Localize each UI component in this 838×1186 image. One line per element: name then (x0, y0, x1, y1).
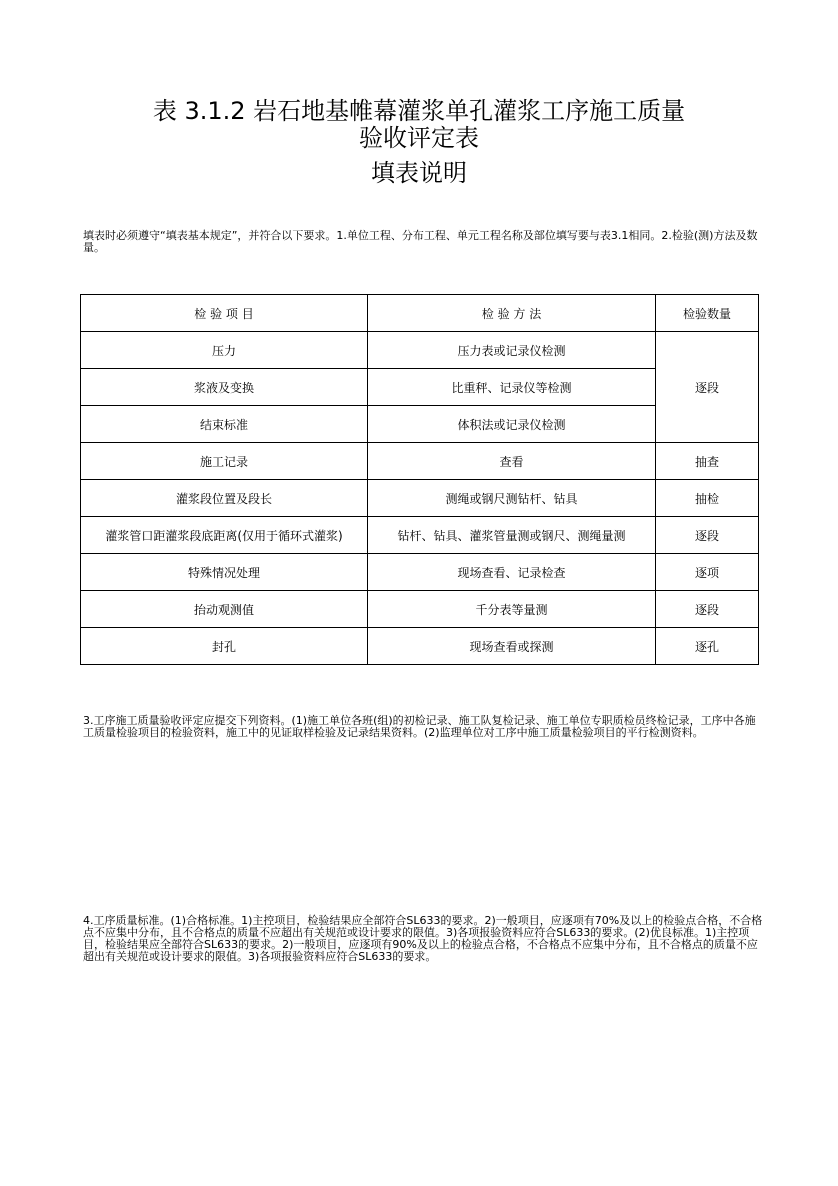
submission-requirements-paragraph: 3.工序施工质量验收评定应提交下列资料。(1)施工单位各班(组)的初检记录、施工队复检记录、施工单位专职质检员终检记录，工序中各施工质量检验项目的检验资料，施工中的见证取样检验及记录结果资料。(2)监理单位对工序中施工质量检验项目的平行检测资料。 (83, 714, 756, 739)
cell-method: 测绳或钢尺测钻杆、钻具 (368, 480, 656, 517)
cell-method: 比重秤、记录仪等检测 (368, 369, 656, 406)
cell-method: 体积法或记录仪检测 (368, 406, 656, 443)
cell-item: 结束标准 (81, 406, 368, 443)
intro-paragraph: 填表时必须遵守“填表基本规定”，并符合以下要求。1.单位工程、分布工程、单元工程名称及部位填写要与表3.1相同。2.检验(测)方法及数量。 (83, 229, 758, 254)
cell-method: 现场查看或探测 (368, 628, 656, 665)
table-row (81, 554, 759, 591)
cell-quantity: 逐段 (656, 517, 759, 554)
table-row (81, 517, 759, 554)
table-row (81, 480, 759, 517)
cell-item: 特殊情况处理 (81, 554, 368, 591)
cell-quantity: 逐孔 (656, 628, 759, 665)
cell-quantity: 抽检 (656, 480, 759, 517)
table-row (81, 332, 759, 369)
cell-method: 现场查看、记录检查 (368, 554, 656, 591)
cell-item: 灌浆管口距灌浆段底距离(仅用于循环式灌浆) (81, 517, 368, 554)
header-item: 检 验 项 目 (81, 295, 368, 332)
cell-quantity: 抽查 (656, 443, 759, 480)
cell-item: 封孔 (81, 628, 368, 665)
instructions-heading: 填表说明 (371, 159, 467, 187)
cell-item: 浆液及变换 (81, 369, 368, 406)
inspection-table (80, 294, 759, 665)
table-title-line2: 验收评定表 (359, 124, 479, 152)
cell-item: 压力 (81, 332, 368, 369)
cell-method: 钻杆、钻具、灌浆管量测或钢尺、测绳量测 (368, 517, 656, 554)
cell-method: 压力表或记录仪检测 (368, 332, 656, 369)
cell-quantity: 逐项 (656, 554, 759, 591)
table-row (81, 591, 759, 628)
header-method: 检 验 方 法 (368, 295, 656, 332)
quality-standard-paragraph: 4.工序质量标准。(1)合格标准。1)主控项目，检验结果应全部符合SL633的要求。2)一般项目，应逐项有70%及以上的检验点合格，不合格点不应集中分布，且不合格点的质量不应超出有关规范或设计要求的限值。3)各项报验资料应符合SL633的要求。(2)优良标准。1)主控项目，检验结果应全部符合SL633的要求。2)一般项目，应逐项有90%及以上的检验点合格，不合格点不应集中分布，且不合格点的质量不应超出有关规范或设计要求的限值。3)各项报验资料应符合SL633的要求。 (83, 914, 763, 963)
table-header-row (81, 295, 759, 332)
cell-item: 灌浆段位置及段长 (81, 480, 368, 517)
cell-method: 查看 (368, 443, 656, 480)
table-row (81, 628, 759, 665)
cell-item: 抬动观测值 (81, 591, 368, 628)
table-title: 表 3.1.2 岩石地基帷幕灌浆单孔灌浆工序施工质量 (152, 97, 686, 125)
cell-item: 施工记录 (81, 443, 368, 480)
cell-quantity: 逐段 (656, 591, 759, 628)
table-row (81, 443, 759, 480)
cell-method: 千分表等量测 (368, 591, 656, 628)
header-quantity: 检验数量 (656, 295, 759, 332)
cell-quantity-merged: 逐段 (656, 332, 759, 443)
